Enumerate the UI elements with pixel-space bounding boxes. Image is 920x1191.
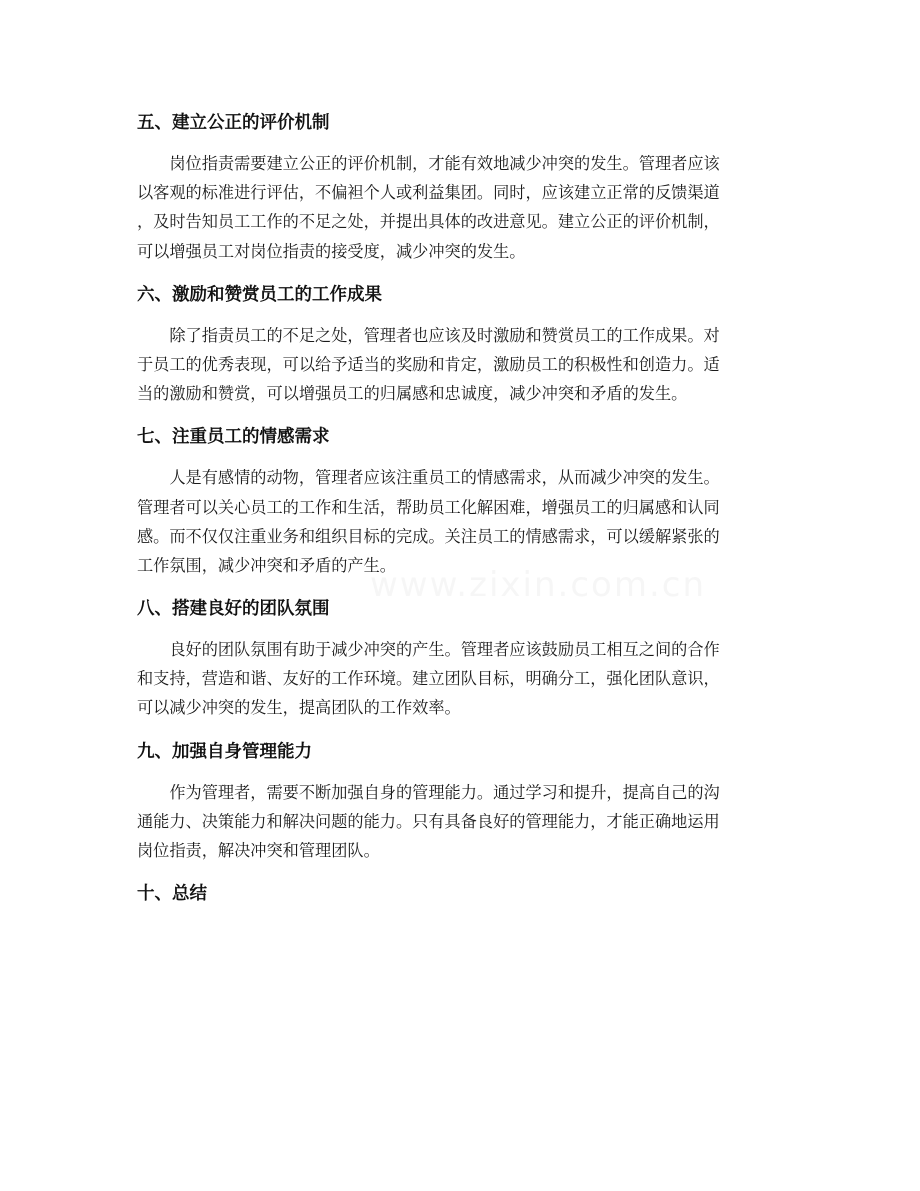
paragraph-line: 管理者可以关心员工的工作和生活，帮助员工化解困难，增强员工的归属感和认同 (137, 497, 720, 517)
section-heading: 五、建立公正的评价机制 (137, 113, 330, 133)
section-heading: 七、注重员工的情感需求 (137, 427, 330, 448)
paragraph-line: 可以增强员工对岗位指责的接受度，减少冲突的发生。 (137, 241, 526, 261)
paragraph-line: 良好的团队氛围有助于减少冲突的产生。管理者应该鼓励员工相互之间的合作 (137, 640, 720, 660)
section-paragraph (137, 778, 787, 866)
paragraph-line: 可以减少冲突的发生，提高团队的工作效率。 (137, 698, 461, 718)
section-6 (137, 280, 787, 409)
section-paragraph (137, 463, 787, 580)
section-paragraph (137, 321, 787, 409)
section-9 (137, 737, 787, 866)
section-heading: 六、激励和赞赏员工的工作成果 (137, 284, 382, 305)
section-paragraph (137, 149, 787, 266)
paragraph-line: 通能力、决策能力和解决问题的能力。只有具备良好的管理能力，才能正确地运用 (137, 811, 720, 831)
paragraph-line: 除了指责员工的不足之处，管理者也应该及时激励和赞赏员工的工作成果。对 (137, 325, 720, 345)
paragraph-line: 岗位指责，解决冲突和管理团队。 (137, 841, 380, 860)
section-8 (137, 594, 787, 723)
section-7 (137, 422, 787, 580)
paragraph-line: 作为管理者，需要不断加强自身的管理能力。通过学习和提升，提高自己的沟 (137, 782, 720, 802)
paragraph-line: 当的激励和赞赏，可以增强员工的归属感和忠诚度，减少冲突和矛盾的发生。 (137, 384, 688, 404)
section-heading: 十、总结 (137, 884, 207, 905)
document-content (137, 108, 787, 909)
section-heading: 八、搭建良好的团队氛围 (137, 599, 330, 620)
paragraph-line: 和支持，营造和谐、友好的工作环境。建立团队目标，明确分工，强化团队意识， (137, 669, 720, 689)
paragraph-line: 于员工的优秀表现，可以给予适当的奖励和肯定，激励员工的积极性和创造力。适 (137, 354, 720, 374)
paragraph-line: 感。而不仅仅注重业务和组织目标的完成。关注员工的情感需求，可以缓解紧张的 (137, 526, 720, 546)
watermark: www.zixin.com.cn (370, 565, 706, 605)
section-paragraph (137, 635, 787, 723)
paragraph-line: ，及时告知员工工作的不足之处，并提出具体的改进意见。建立公正的评价机制， (137, 212, 720, 232)
paragraph-line: 工作氛围，减少冲突和矛盾的产生。 (137, 555, 396, 575)
section-5 (137, 108, 787, 266)
paragraph-line: 岗位指责需要建立公正的评价机制，才能有效地减少冲突的发生。管理者应该 (137, 154, 720, 173)
section-10 (137, 879, 787, 909)
paragraph-line: 人是有感情的动物，管理者应该注重员工的情感需求，从而减少冲突的发生。 (137, 468, 720, 488)
section-heading: 九、加强自身管理能力 (137, 741, 312, 762)
paragraph-line: 以客观的标准进行评估，不偏袒个人或利益集团。同时，应该建立正常的反馈渠道 (137, 183, 720, 203)
